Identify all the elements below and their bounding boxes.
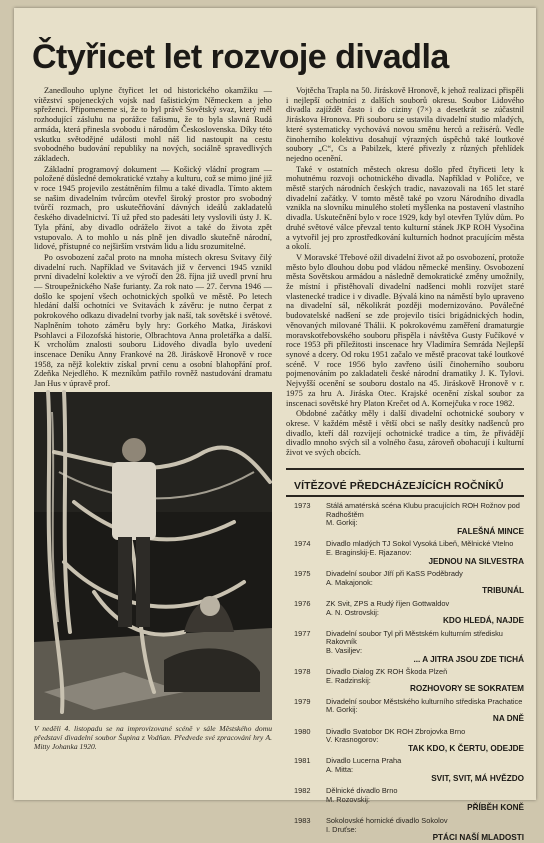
winner-entry — [292, 817, 528, 843]
winner-ensemble: Divadelní soubor JIří při KaSS Poděbrady — [326, 569, 463, 579]
winner-entry — [292, 502, 528, 536]
winner-ensemble: Divadelní soubor Tyl při Městském kulturním středisku Rakovník — [326, 628, 503, 647]
winner-play: PTÁCI NAŠÍ MLADOSTI — [432, 833, 524, 843]
paragraph: Po osvobození začal proto na mnoha místech okresu Svitavy čilý divadelní ruch. Například ve Svitavách již v červenci 1945 vznikl první divadelní kolektiv a ve výročí den 28. října již uvedl první hru — Stroupežnického Naše furianty. Za rok nato — 27. června 1946 — došlo ke spojení všech ochotnických spolků ve městě. Po letech hledání další ochotníci ve Svitavách k závěru: je nutno čerpat z pokrokového odkazu divadelní tvorby jak naší, tak sovětské i světové. Naplněním tohoto záměru byly hry: Gorkého Matka, Jiráskovi Psohlavci a Filozofská historie, Olbrachtova Anna proletářka a další. K vrcholům znalosti souboru Lidového divadla bylo uvedení inscenace Deníku Anny Frankové na 28. Jiráskově Hronově v roce 1958, za nějž kolektiv získal první cenu a osobní blahopřání prof. Zdeňka Nejedlého. K mezníkům patřilo rovněž nastudování dramatu Jan Hus v úpravě prof. — [34, 252, 272, 389]
paragraph: Zanedlouho uplyne čtyřicet let od historického okamžiku — vítězství spojeneckých vojsk nad fašistickým Německem a jeho spřeženci. Připomeneme si, že to byl právě Sovětský svaz, který měl rozhodující zásluhu na porážce fašismu, že to byla slavná Rudá armáda, která přinesla svobodu i národům Československa. Díky této vskutku světodějné události mohl náš lid nastoupit na cestu svobodného budování republiky na nových, sociálně spravedlivých základech. — [34, 86, 272, 163]
article-column-left — [34, 86, 272, 388]
section-divider-bottom — [286, 495, 524, 497]
winner-entry — [292, 668, 528, 694]
winner-author: A. N. Ostrovskij: — [326, 607, 379, 617]
winner-year: 1983 — [294, 816, 311, 825]
winner-year: 1981 — [294, 756, 311, 766]
winner-play: KDO HLEDÁ, NAJDE — [443, 616, 524, 626]
winner-author: V. Krasnogorov: — [326, 735, 379, 745]
paragraph: V Moravské Třebové ožil divadelní život až po osvobození, protože město bylo dlouhou dobu pod vládou německé menšiny. Osvobození města Sovětskou armádou a následně demokratické změny umožnily, že místní i přistěhovalí divadelní nadšenci mohli rozvíjet staré vlastenecké tradice i v divadle. Bývalá kino na náměstí bylo upraveno na divadelní sál, několikrát později modernizováno. Poválečné budovatelské nadšení se zde projevilo tisíci brigádnických hodin, věnovaných milované Thálii. K pokrokovému zaměření dramaturgie moravskotřebovského souboru přispěla i návštěva Gusty Fučíkové v roce 1953 při příležitosti inscenace hry Vladimíra Semráda Nejlepší synové a dcery. Od roku 1951 začalo ve městě pracovat také loutkové scéně. V roce 1956 bylo zavřeno úsilí činoherního souboru pojmenováním po zakladateli české národní dramatiky J. K. Tylovi. Nejvyšší ocenění se souboru dostalo na 45. Jiráskově Hronově v r. 1975 za hru A. Jiráska Otec. Krajské ocenění získal soubor za inscenaci sovětské hry Platon Krečet od A. Kornejčuka v roce 1982. — [286, 252, 524, 408]
winners-list — [292, 501, 528, 843]
winner-ensemble: Divadlo Dialog ZK ROH Škoda Plzeň — [326, 667, 448, 677]
winner-author: A. Mitta: — [326, 765, 354, 775]
winner-play: SVIT, SVIT, MÁ HVĚZDO — [431, 773, 524, 783]
photo-caption: V neděli 4. listopadu se na improvizované scéně v sále Městského domu představí divadelní soubor Šupina z Vodňan. Předvede své zpracování hry A. Mitty Johanka 1920. — [34, 724, 272, 751]
article-title: Čtyřicet let rozvoje divadla — [32, 38, 449, 76]
winner-play: TRIBUNÁL — [482, 586, 524, 596]
winner-entry — [292, 728, 528, 754]
winner-entry — [292, 540, 528, 566]
winner-play: JEDNOU NA SILVESTRA — [428, 556, 524, 566]
winner-entry — [292, 600, 528, 626]
winner-ensemble: Dělnické divadlo Brno — [326, 786, 398, 796]
winner-play: ... A JITRA JSOU ZDE TICHÁ — [413, 654, 524, 664]
winner-author: M. Gorkij: — [326, 518, 358, 528]
winner-entry — [292, 757, 528, 783]
winner-ensemble: Divadelní soubor Městského kulturního střediska Prachatice — [326, 696, 523, 706]
winner-author: A. Makajonok: — [326, 577, 373, 587]
winner-author: M. Gorkij: — [326, 705, 358, 715]
winner-ensemble: Divadlo mladých TJ Sokol Vysoká Libeň, Mělnické Vtelno — [326, 539, 514, 549]
winner-ensemble: ZK Svit, ZPS a Rudý říjen Gottwaldov — [326, 598, 450, 608]
winner-author: I. Druťse: — [326, 824, 357, 834]
winner-year: 1973 — [294, 501, 311, 510]
winner-entry — [292, 570, 528, 596]
winner-entry — [292, 787, 528, 813]
winner-play: FALEŠNÁ MINCE — [457, 526, 524, 536]
magazine-page — [14, 8, 536, 843]
winner-play: NA DNĚ — [492, 714, 524, 724]
winner-play: PŘÍBĚH KONĚ — [467, 803, 524, 813]
winners-title: VÍTĚZOVÉ PŘEDCHÁZEJÍCÍCH ROČNÍKŮ — [294, 480, 504, 492]
winner-ensemble: Sokolovské hornické divadlo Sokolov — [326, 816, 448, 825]
winner-ensemble: Divadlo Lucerna Praha — [326, 756, 402, 766]
winner-author: M. Rozovskij: — [326, 794, 370, 804]
winner-year: 1974 — [294, 539, 311, 549]
winner-ensemble: Divadlo Svatobor DK ROH Zbrojovka Brno — [326, 726, 466, 736]
winner-author: B. Vasiljev: — [326, 645, 363, 655]
winner-year: 1982 — [294, 786, 311, 796]
winner-ensemble: Stálá amatérská scéna Klubu pracujících ROH Rožnov pod Radhoštěm — [326, 501, 520, 519]
paragraph: Také v ostatních městech okresu došlo před čtyřiceti lety k mohutnému rozvoji ochotnického divadla. Například v Poličce, ve městě starých národních českých tradic, navazovali na 165 let staré divadelní začátky. V tomto městě také po vzoru Národního divadla vznikla na slovníku minulého století myšlenka na postavení vlastního divadla. Uskutečnění bylo v roce 1929, kdy byl otevřen Tylův dům. Po druhé světové válce převzal tento kulturní stánek JKP ROH Vysočina a vytvořil jej pro zprostředkování kulturních hodnot pracujícím města a okolí. — [286, 164, 524, 252]
winner-entry — [292, 630, 528, 664]
winner-author: E. Radzinskij: — [326, 675, 371, 685]
winner-year: 1980 — [294, 726, 311, 736]
winner-year: 1979 — [294, 696, 311, 706]
winner-author: E. Braginskij-E. Rjazanov: — [326, 547, 412, 557]
paragraph: Vojtěcha Trapla na 50. Jiráskově Hronově, k jehož realizaci přispěli i nejlepší ochotníci z dalších souborů okresu. Soubor Lidového divadla zajíždět často i do ciziny (7×) a desetkrát se zúčastnil Jiráskova Hronova. Při souboru se ustavila divadelní studio mladých, které systematicky vychovává novou směnu herců a režisérů. Vedle činoherního kolektivu dosahují výrazných úspěchů také loutkové soubory „C“, Cs a Pabilzek, které přivezly z různých přehlídek nejedno ocenění. — [286, 86, 524, 163]
winner-year: 1978 — [294, 667, 311, 677]
winner-play: TAK KDO, K ČERTU, ODEJDE — [408, 743, 524, 753]
section-divider-top — [286, 468, 524, 470]
article-column-right — [286, 86, 524, 458]
winner-year: 1977 — [294, 628, 311, 638]
paragraph: Základní programový dokument — Košický vládní program — položené důsledné demokratické vztahy a kulturu, což se mimo jiné již v roce 1945 projevilo zestátněním filmu a také divadla. Tímto aktem se našim divadelním tvůrcům otevřel široký prostor pro svobodný tvůrčí rozmach, pro uskutečňování dávných ideálů zakladatelů českého divadelnictví. Tí už před sto padesáti lety vyslovili ústy J. K. Tyla přání, aby divadlo odráželo život a také do života zpět vstupovalo. A to mohlo u nás plně jen divadlo skutečně národní, lidové, přístupné co nejširším vrstvám lidu a lidu srozumitelné. — [34, 164, 272, 252]
winner-entry — [292, 698, 528, 724]
winner-year: 1976 — [294, 598, 311, 608]
winner-play: ROZHOVORY SE SOKRATEM — [409, 684, 524, 694]
paragraph: Obdobné začátky měly i další divadelní ochotnické soubory v okrese. V každém městě i větší obci se našly desítky nadšenců pro divadlo, kteří dál rozvíjejí ochotnické tradice a tím, že přivádějí divadlo mnoho svých sil a volného času, zároveň obohacují i kulturní život ve svých obcích. — [286, 409, 524, 458]
theatre-photo — [34, 392, 272, 720]
theatre-scene-image — [34, 392, 272, 720]
winner-year: 1975 — [294, 569, 311, 579]
